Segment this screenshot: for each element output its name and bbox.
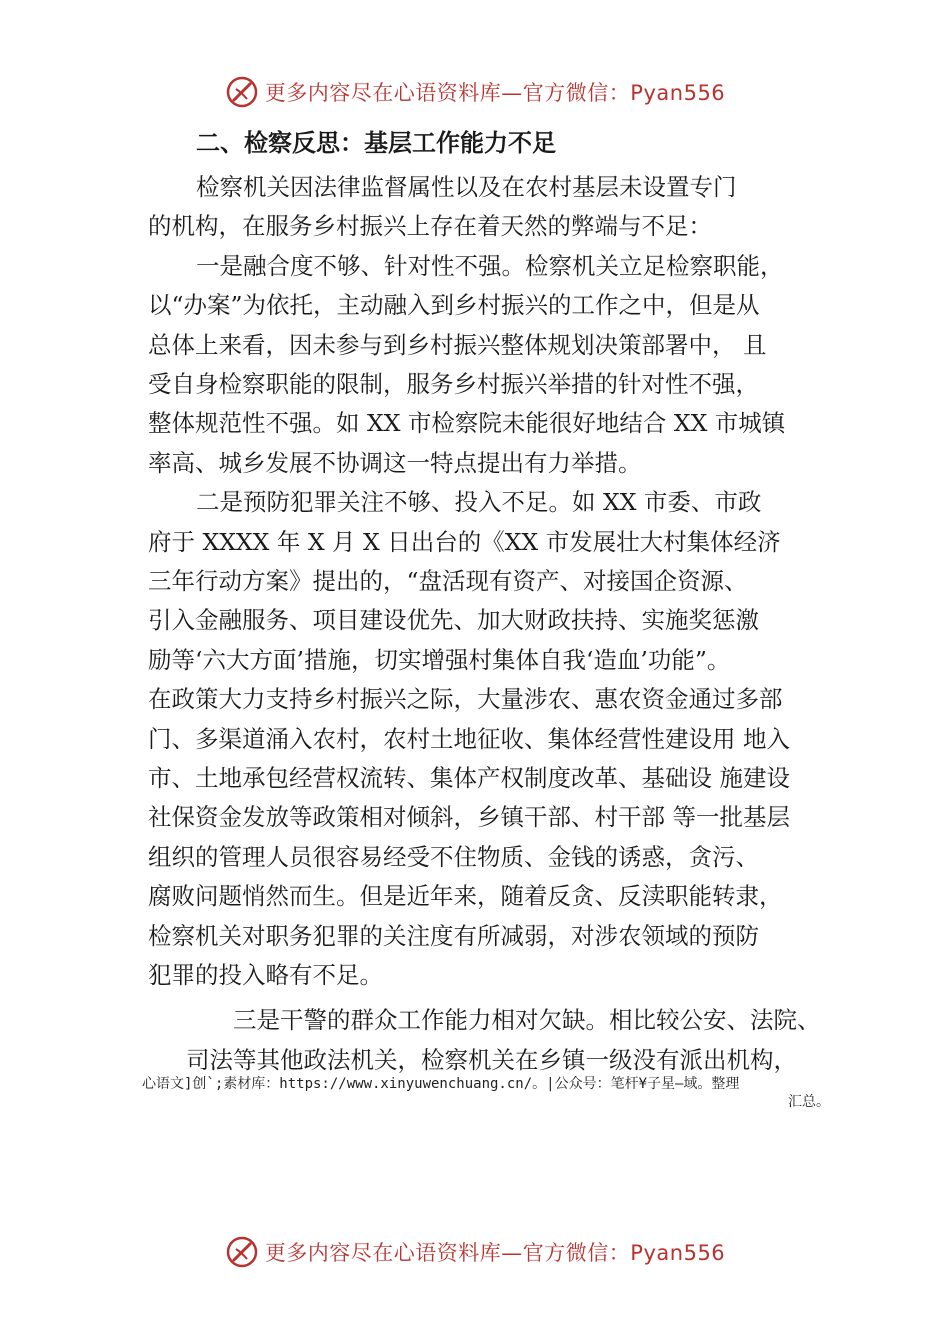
watermark-text: 更多内容尽在心语资料库—官方微信：Pyan556 bbox=[264, 1241, 726, 1265]
text-line: 组织的管理人员很容易经受不住物质、金钱的诱惑，贪污、 bbox=[148, 843, 759, 871]
text-line: 率高、城乡发展不协调这一特点提出有力举措。 bbox=[148, 449, 642, 477]
text-line: 以“办案”为依托，主动融入到乡村振兴的工作之中，但是从 bbox=[148, 291, 760, 319]
text-line: 检察机关因法律监督属性以及在农村基层未设置专门 bbox=[196, 173, 737, 201]
text-line: 府于 XXXX 年 X 月 X 日出台的《XX 市发展壮大村集体经济 bbox=[148, 528, 781, 556]
text-line: 检察机关对职务犯罪的关注度有所减弱，对涉农领域的预防 bbox=[148, 922, 759, 950]
text-line: 三年行动方案》提出的，“盘活现有资产、对接国企资源、 bbox=[148, 567, 748, 595]
pen-circle-logo-icon bbox=[225, 1235, 259, 1269]
text-line: 市、土地承包经营权流转、集体产权制度改革、基础设 施建设 bbox=[148, 764, 790, 792]
watermark-text: 更多内容尽在心语资料库—官方微信：Pyan556 bbox=[264, 81, 726, 105]
text-line: 的机构，在服务乡村振兴上存在着天然的弊端与不足： bbox=[148, 212, 712, 240]
text-line: 受自身检察职能的限制，服务乡村振兴举措的针对性不强， bbox=[148, 370, 759, 398]
text-line: 励等‘六大方面’措施，切实增强村集体自我‘造血’功能”。 bbox=[148, 646, 731, 674]
text-line: 在政策大力支持乡村振兴之际，大量涉农、惠农资金通过多部 bbox=[148, 685, 783, 713]
watermark-banner-top bbox=[0, 70, 950, 114]
text-line: 腐败问题悄然而生。但是近年来，随着反贪、反渎职能转隶， bbox=[148, 882, 783, 910]
watermark-banner-bottom bbox=[0, 1230, 950, 1274]
section-heading: 二、检察反思：基层工作能力不足 bbox=[196, 129, 556, 157]
text-line: 总体上来看，因未参与到乡村振兴整体规划决策部署中， 且 bbox=[148, 331, 767, 359]
text-line: 门、多渠道涌入农村，农村土地征收、集体经营性建设用 地入 bbox=[148, 725, 790, 753]
text-line: 一是融合度不够、针对性不强。检察机关立足检察职能， bbox=[196, 252, 784, 280]
pen-circle-logo-icon bbox=[225, 75, 259, 109]
text-line: 犯罪的投入略有不足。 bbox=[148, 961, 383, 989]
text-line: 社保资金发放等政策相对倾斜，乡镇干部、村干部 等一批基层 bbox=[148, 803, 790, 831]
footer-source-note-end: 汇总。 bbox=[788, 1094, 830, 1110]
text-line: 引入金融服务、项目建设优先、加大财政扶持、实施奖惩激 bbox=[148, 606, 759, 634]
text-line: 司法等其他政法机关，检察机关在乡镇一级没有派出机构， bbox=[186, 1046, 797, 1074]
text-line: 整体规范性不强。如 XX 市检察院未能很好地结合 XX 市城镇 bbox=[148, 409, 786, 437]
text-line: 二是预防犯罪关注不够、投入不足。如 XX 市委、市政 bbox=[196, 488, 762, 516]
footer-source-note: 心语文]创`;素材库：https://www.xinyuwenchuang.cn/。|公众号：笔杆¥子星—域。整理 bbox=[142, 1076, 740, 1092]
text-line: 三是干警的群众工作能力相对欠缺。相比较公安、法院、 bbox=[233, 1006, 821, 1034]
